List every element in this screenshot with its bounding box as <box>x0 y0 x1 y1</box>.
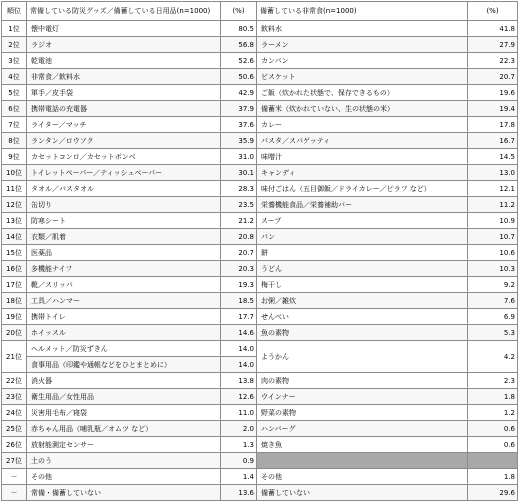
goods-value: 23.5 <box>221 197 257 213</box>
rank-cell: 19位 <box>2 309 27 325</box>
header-row <box>2 2 518 21</box>
food-cell: 備蓄していない <box>257 485 468 501</box>
food-value: 19.6 <box>468 85 518 101</box>
food-value: 17.8 <box>468 117 518 133</box>
goods-value: 28.3 <box>221 181 257 197</box>
food-value: 11.2 <box>468 197 518 213</box>
food-value: 10.7 <box>468 229 518 245</box>
rank-cell: 15位 <box>2 245 27 261</box>
food-value: 27.9 <box>468 37 518 53</box>
goods-cell: 防寒シート <box>27 213 221 229</box>
table-row <box>2 261 518 277</box>
table-row <box>2 165 518 181</box>
goods-cell: ラジオ <box>27 37 221 53</box>
rank-cell: 9位 <box>2 149 27 165</box>
goods-value: 11.0 <box>221 405 257 421</box>
food-cell: うどん <box>257 261 468 277</box>
goods-value: 13.6 <box>221 485 257 501</box>
rank-cell: 25位 <box>2 421 27 437</box>
food-value: 6.9 <box>468 309 518 325</box>
rank-cell: 1位 <box>2 21 27 37</box>
table-row <box>2 117 518 133</box>
empty-food-value <box>468 453 518 469</box>
food-value: 19.4 <box>468 101 518 117</box>
goods-cell: 非常食／飲料水 <box>27 69 221 85</box>
food-value: 2.3 <box>468 373 518 389</box>
food-cell: キャンディ <box>257 165 468 181</box>
food-value: 13.0 <box>468 165 518 181</box>
food-cell: カレー <box>257 117 468 133</box>
empty-food-cell <box>257 453 468 469</box>
rank-cell: 3位 <box>2 53 27 69</box>
food-value: 10.9 <box>468 213 518 229</box>
goods-cell: その他 <box>27 469 221 485</box>
goods-cell: 携帯電話の充電器 <box>27 101 221 117</box>
goods-value: 17.7 <box>221 309 257 325</box>
goods-value: 20.3 <box>221 261 257 277</box>
food-value: 41.8 <box>468 21 518 37</box>
food-cell: せんべい <box>257 309 468 325</box>
rank-cell: 16位 <box>2 261 27 277</box>
table-row <box>2 213 518 229</box>
table-row <box>2 149 518 165</box>
ranking-table <box>1 1 518 501</box>
goods-value: 20.7 <box>221 245 257 261</box>
food-cell: 備蓄米（炊かれていない、生の状態の米） <box>257 101 468 117</box>
rank-cell: 12位 <box>2 197 27 213</box>
goods-value: 50.6 <box>221 69 257 85</box>
goods-header: 常備している防災グッズ／備蓄している日用品(n=1000) <box>27 2 221 21</box>
food-value: 1.8 <box>468 389 518 405</box>
table-row <box>2 229 518 245</box>
goods-cell: 放射能測定センサー <box>27 437 221 453</box>
table-row <box>2 373 518 389</box>
goods-value: 0.9 <box>221 453 257 469</box>
rank-cell: 27位 <box>2 453 27 469</box>
goods-cell: 災害用毛布／寝袋 <box>27 405 221 421</box>
food-value: 20.7 <box>468 69 518 85</box>
rank-cell: 6位 <box>2 101 27 117</box>
food-unit-header: (%) <box>468 2 518 21</box>
goods-cell: ライター／マッチ <box>27 117 221 133</box>
table-row <box>2 245 518 261</box>
food-cell: ウインナー <box>257 389 468 405</box>
rank-header: 順位 <box>2 2 27 21</box>
goods-cell: 土のう <box>27 453 221 469</box>
rank-cell: 23位 <box>2 389 27 405</box>
goods-value: 30.1 <box>221 165 257 181</box>
table-row <box>2 293 518 309</box>
food-cell: 栄養機能食品／栄養補助バー <box>257 197 468 213</box>
food-cell: 野菜の素物 <box>257 405 468 421</box>
rank-cell: 5位 <box>2 85 27 101</box>
table-row <box>2 405 518 421</box>
food-value: 0.6 <box>468 421 518 437</box>
food-cell: パスタ／スパゲッティ <box>257 133 468 149</box>
rank-cell: 8位 <box>2 133 27 149</box>
table-row <box>2 389 518 405</box>
food-cell: 魚の素物 <box>257 325 468 341</box>
food-value: 12.1 <box>468 181 518 197</box>
rank-cell: 2位 <box>2 37 27 53</box>
rank-cell: － <box>2 469 27 485</box>
goods-value: 13.8 <box>221 373 257 389</box>
goods-value: 19.3 <box>221 277 257 293</box>
rank-cell: 13位 <box>2 213 27 229</box>
rank-cell: 24位 <box>2 405 27 421</box>
rank-cell: 18位 <box>2 293 27 309</box>
food-value: 29.6 <box>468 485 518 501</box>
food-cell: ようかん <box>257 341 468 373</box>
goods-cell: タオル／バスタオル <box>27 181 221 197</box>
rank-cell: 10位 <box>2 165 27 181</box>
goods-value: 52.6 <box>221 53 257 69</box>
rank-cell: 21位 <box>2 341 27 373</box>
table-row <box>2 181 518 197</box>
goods-cell: 多機能ナイフ <box>27 261 221 277</box>
rank-cell: － <box>2 485 27 501</box>
goods-value: 21.2 <box>221 213 257 229</box>
food-value: 0.6 <box>468 437 518 453</box>
table-row <box>2 325 518 341</box>
table-row <box>2 133 518 149</box>
goods-value: 37.9 <box>221 101 257 117</box>
goods-cell: 缶切り <box>27 197 221 213</box>
goods-cell: 医薬品 <box>27 245 221 261</box>
food-cell: 肉の素物 <box>257 373 468 389</box>
food-cell: 焼き魚 <box>257 437 468 453</box>
food-value: 16.7 <box>468 133 518 149</box>
food-cell: ラーメン <box>257 37 468 53</box>
goods-value: 37.6 <box>221 117 257 133</box>
food-cell: 味噌汁 <box>257 149 468 165</box>
goods-value: 18.5 <box>221 293 257 309</box>
food-value: 7.6 <box>468 293 518 309</box>
food-cell: パン <box>257 229 468 245</box>
table-row <box>2 53 518 69</box>
table-row <box>2 85 518 101</box>
goods-value: 14.0 <box>221 341 257 357</box>
goods-value: 12.6 <box>221 389 257 405</box>
food-cell: 味付ごはん（五目御飯／ドライカレー／ピラフ など） <box>257 181 468 197</box>
table-row <box>2 309 518 325</box>
rank-cell: 17位 <box>2 277 27 293</box>
rank-cell: 20位 <box>2 325 27 341</box>
goods-cell: 乾電池 <box>27 53 221 69</box>
food-value: 9.2 <box>468 277 518 293</box>
goods-value: 35.9 <box>221 133 257 149</box>
goods-cell: カセットコンロ／カセットボンベ <box>27 149 221 165</box>
food-value: 14.5 <box>468 149 518 165</box>
food-value: 5.3 <box>468 325 518 341</box>
goods-value: 42.9 <box>221 85 257 101</box>
rank-cell: 14位 <box>2 229 27 245</box>
goods-cell: 懐中電灯 <box>27 21 221 37</box>
table-row <box>2 37 518 53</box>
table-row <box>2 485 518 501</box>
food-cell: ご飯（炊かれた状態で、保存できるもの） <box>257 85 468 101</box>
goods-value: 80.5 <box>221 21 257 37</box>
goods-cell: 軍手／皮手袋 <box>27 85 221 101</box>
food-value: 1.8 <box>468 469 518 485</box>
food-cell: お粥／雑炊 <box>257 293 468 309</box>
food-cell: カンパン <box>257 53 468 69</box>
food-header: 備蓄している非常食(n=1000) <box>257 2 468 21</box>
food-value: 22.3 <box>468 53 518 69</box>
goods-value: 1.4 <box>221 469 257 485</box>
rank-cell: 4位 <box>2 69 27 85</box>
goods-cell: 常備・備蓄していない <box>27 485 221 501</box>
goods-cell: トイレットペーパー／ティッシュペーパー <box>27 165 221 181</box>
rank-cell: 7位 <box>2 117 27 133</box>
goods-cell: 赤ちゃん用品（哺乳瓶／オムツ など） <box>27 421 221 437</box>
food-cell: 梅干し <box>257 277 468 293</box>
food-value: 10.6 <box>468 245 518 261</box>
table-row <box>2 421 518 437</box>
goods-unit-header: (%) <box>221 2 257 21</box>
table-row <box>2 469 518 485</box>
rank-cell: 26位 <box>2 437 27 453</box>
goods-cell: 靴／スリッパ <box>27 277 221 293</box>
goods-cell: 工具／ハンマー <box>27 293 221 309</box>
rank-cell: 11位 <box>2 181 27 197</box>
goods-value: 14.6 <box>221 325 257 341</box>
table-row <box>2 277 518 293</box>
table-row <box>2 69 518 85</box>
table-row <box>2 437 518 453</box>
food-value: 1.2 <box>468 405 518 421</box>
food-value: 10.3 <box>468 261 518 277</box>
goods-value: 56.8 <box>221 37 257 53</box>
goods-cell: 衣類／肌着 <box>27 229 221 245</box>
goods-value: 14.0 <box>221 357 257 373</box>
food-cell: 餅 <box>257 245 468 261</box>
food-cell: ハンバーグ <box>257 421 468 437</box>
goods-cell: 衛生用品／女性用品 <box>27 389 221 405</box>
food-cell: 飲料水 <box>257 21 468 37</box>
goods-cell: ランタン／ロウソク <box>27 133 221 149</box>
goods-value: 31.0 <box>221 149 257 165</box>
goods-value: 2.0 <box>221 421 257 437</box>
goods-cell: 携帯トイレ <box>27 309 221 325</box>
goods-cell: ホイッスル <box>27 325 221 341</box>
table-row <box>2 101 518 117</box>
goods-value: 1.3 <box>221 437 257 453</box>
table-row <box>2 197 518 213</box>
goods-cell: 消火器 <box>27 373 221 389</box>
table-row <box>2 341 518 357</box>
table-row <box>2 21 518 37</box>
rank-cell: 22位 <box>2 373 27 389</box>
food-cell: スープ <box>257 213 468 229</box>
food-value: 4.2 <box>468 341 518 373</box>
table-row <box>2 453 518 469</box>
food-cell: その他 <box>257 469 468 485</box>
goods-value: 20.8 <box>221 229 257 245</box>
food-cell: ビスケット <box>257 69 468 85</box>
goods-cell: ヘルメット／防災ずきん <box>27 341 221 357</box>
goods-cell: 食事用品（印鑑や通帳などをひとまとめに） <box>27 357 221 373</box>
